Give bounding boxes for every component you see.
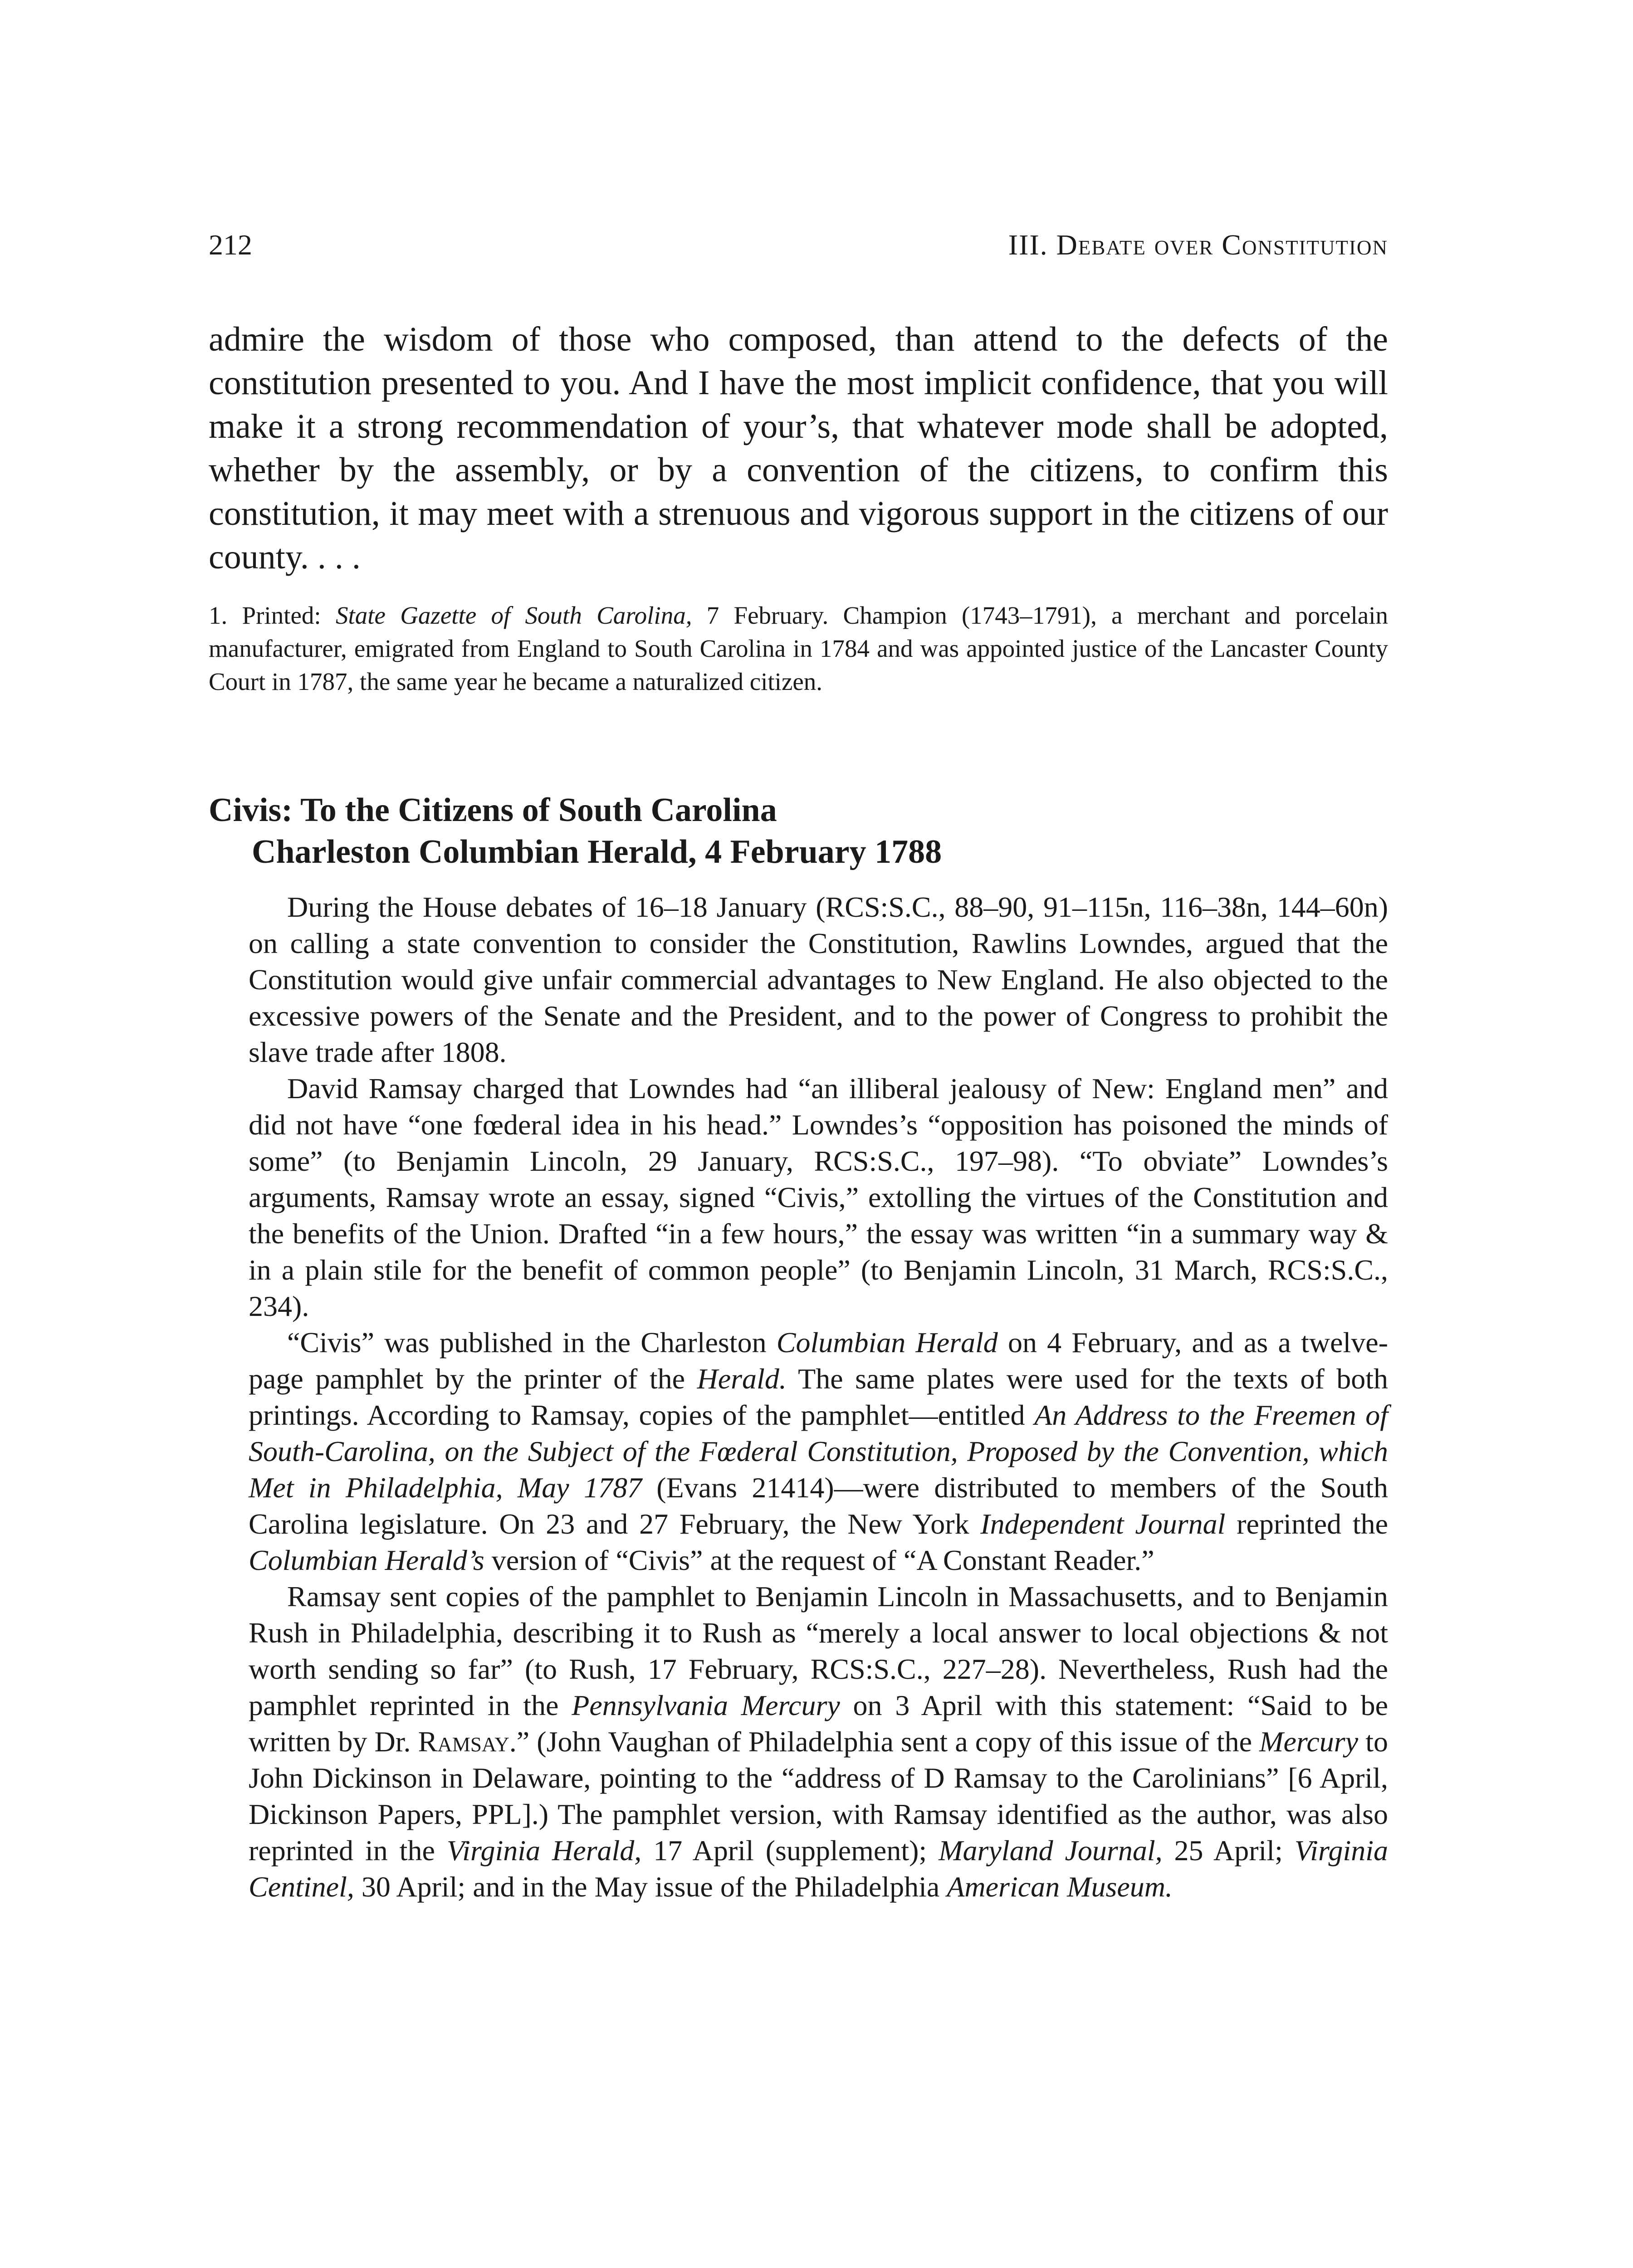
italic-run: Herald.	[697, 1363, 787, 1395]
text-run: on 3 April with this statement: “Said to be written by Dr.	[249, 1689, 1389, 1758]
text-run: on 4 February, and as a twelve-page pamphlet by the printer of the	[249, 1326, 1389, 1395]
text-run: The same plates were used for the texts of both printings. According to Ramsay, copies of the pamphlet—entitled	[249, 1363, 1389, 1431]
italic-run: Independent Journal	[980, 1508, 1226, 1540]
text-run: reprinted the	[1225, 1508, 1389, 1540]
running-title: III. Debate over Constitution	[1008, 229, 1388, 261]
headnote	[249, 889, 1388, 1905]
text-run: 17 April (supplement);	[641, 1834, 939, 1867]
footnote-source: State Gazette of South Carolina,	[335, 601, 692, 629]
footnote-prefix: 1. Printed:	[209, 601, 336, 629]
continued-paragraph: admire the wisdom of those who composed, than attend to the defects of the constitution presented to you. And I have the most implicit confidence, that you will make it a strong recommendation of your’s, that whatever mode shall be adopted, whether by the assembly, or by a convention of the citizens, to confirm this constitution, it may meet with a strenuous and vigorous support in the citizens of our county. . . .	[209, 320, 1388, 576]
headnote-paragraph-1: During the House debates of 16–18 January (RCS:S.C., 88–90, 91–115n, 116–38n, 144–60n) on calling a state convention to consider the Constitution, Rawlins Lowndes, argued that the Constitution would give unfair commercial advantages to New England. He also objected to the excessive powers of the Senate and the President, and to the power of Congress to prohibit the slave trade after 1808.	[249, 891, 1388, 1068]
italic-run: Pennsylvania Mercury	[572, 1689, 840, 1721]
running-head	[209, 227, 1388, 263]
italic-run: Virginia Centinel,	[249, 1834, 1389, 1903]
text-run: 25 April;	[1162, 1834, 1295, 1867]
page-number: 212	[209, 229, 252, 261]
headnote-paragraph-3	[249, 1325, 1388, 1579]
italic-run: Columbian Herald’s	[249, 1544, 484, 1576]
text-run: version of “Civis” at the request of “A Constant Reader.”	[484, 1544, 1154, 1576]
italic-run: Maryland Journal,	[939, 1834, 1163, 1867]
headnote-paragraph-4	[249, 1579, 1388, 1905]
text-run: Ramsay sent copies of the pamphlet to Benjamin Lincoln in Massachusetts, and to Benjamin Rush in Philadelphia, describing it to Rush as “merely a local answer to local objections & not worth sending so far” (to Rush, 17 February, RCS:S.C., 227–28). Nevertheless, Rush had the pamphlet reprinted in the	[249, 1580, 1388, 1721]
headnote-paragraph-2: David Ramsay charged that Lowndes had “an illiberal jealousy of New: England men” and did not have “one fœderal idea in his head.” Lowndes’s “opposition has poisoned the minds of some” (to Benjamin Lincoln, 29 January, RCS:S.C., 197–98). “To obviate” Lowndes’s arguments, Ramsay wrote an essay, signed “Civis,” extolling the virtues of the Constitution and the benefits of the Union. Drafted “in a few hours,” the essay was written “in a summary way & in a plain stile for the benefit of common people” (to Benjamin Lincoln, 31 March, RCS:S.C., 234).	[249, 1072, 1388, 1322]
section-title-line2: Charleston Columbian Herald, 4 February 1788	[252, 833, 942, 870]
italic-run: Virginia Herald,	[446, 1834, 642, 1867]
section-title-line1: Civis: To the Citizens of South Carolina	[209, 792, 777, 829]
text-run: (Evans 21414)—were distributed to members of the South Carolina legislature. On 23 and 27 February, the New York	[249, 1471, 1389, 1540]
text-run: 30 April; and in the May issue of the Philadelphia	[354, 1871, 947, 1903]
footnote-rest: 7 February. Champion (1743–1791), a merchant and porcelain manufacturer, emigrated from England to South Carolina in 1784 and was appointed justice of the Lancaster County Court in 1787, the same year he became a naturalized citizen.	[209, 601, 1388, 695]
italic-run: An Address to the Freemen of South-Carolina, on the Subject of the Fœderal Constitution, Proposed by the Convention, which Met in Philadelphia, May 1787	[249, 1399, 1389, 1504]
section-title	[209, 789, 1388, 873]
italic-run: Mercury	[1259, 1725, 1359, 1758]
text-run: “Civis” was published in the Charleston	[287, 1326, 777, 1359]
footnote-1	[209, 599, 1388, 698]
text-run: .” (John Vaughan of Philadelphia sent a copy of this issue of the	[509, 1725, 1260, 1758]
italic-run: American Museum.	[947, 1871, 1173, 1903]
italic-run: Columbian Herald	[776, 1326, 998, 1359]
text-run: to John Dickinson in Delaware, pointing to the “address of D Ramsay to the Carolinians” [6 April, Dickinson Papers, PPL].) The pamphlet version, with Ramsay identified as the author, was also reprinted in the	[249, 1725, 1389, 1867]
small-caps-run: Ramsay	[418, 1725, 509, 1758]
